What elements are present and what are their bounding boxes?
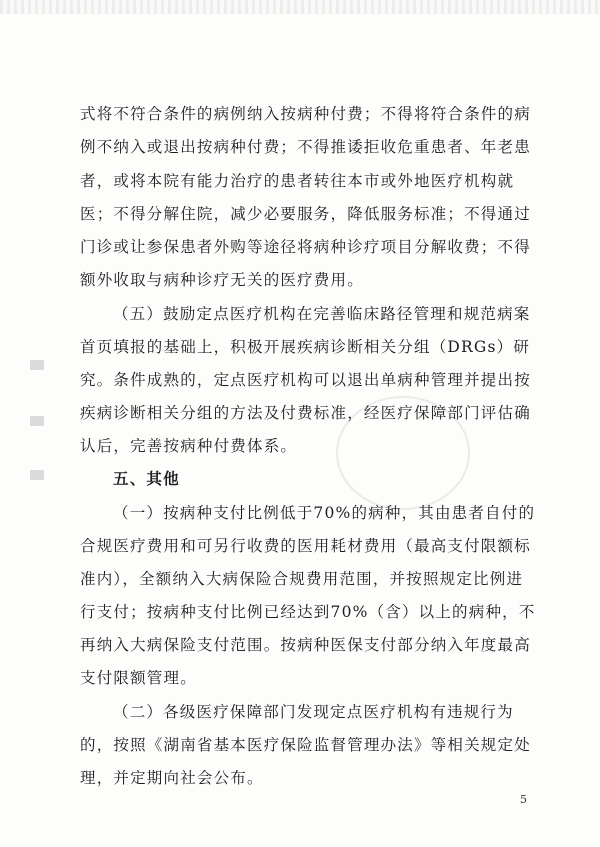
body-line-17: 再纳入大病保险支付范围。按病种医保支付部分纳入年度最高: [80, 636, 531, 654]
body-line-8: 首页填报的基础上，积极开展疾病诊断相关分组（DRGs）研: [80, 338, 531, 356]
body-line-16: 行支付；按病种支付比例已经达到70%（含）以上的病种，不: [80, 603, 536, 621]
body-line-3: 者，或将本院有能力治疗的患者转往本市或外地医疗机构就: [80, 172, 515, 190]
body-line-15: 准内），全额纳入大病保险合规费用范围，并按照规定比例进: [80, 570, 524, 588]
body-line-1: 式将不符合条件的病例纳入按病种付费；不得将符合条件的病: [80, 105, 531, 123]
body-line-4: 医；不得分解住院，减少必要服务，降低服务标准；不得通过: [80, 205, 531, 223]
body-line-11: 认后，完善按病种付费体系。: [80, 437, 298, 455]
body-line-9: 究。条件成熟的，定点医疗机构可以退出单病种管理并提出按: [80, 371, 531, 389]
body-line-2: 例不纳入或退出按病种付费；不得推诿拒收危重患者、年老患: [80, 138, 531, 156]
page-number: 5: [520, 793, 527, 806]
body-line-6: 额外收取与病种诊疗无关的医疗费用。: [80, 271, 364, 289]
body-line-18: 支付限额管理。: [80, 669, 197, 687]
margin-mark: [30, 360, 44, 370]
margin-mark: [30, 470, 44, 480]
body-line-5: 门诊或让参保患者外购等途径将病种诊疗项目分解收费；不得: [80, 238, 531, 256]
paragraph-2-start: （二）各级医疗保障部门发现定点医疗机构有违规行为: [113, 703, 514, 721]
section-heading-other: 五、其他: [113, 470, 180, 488]
paragraph-1-start: （一）按病种支付比例低于70%的病种，其由患者自付的: [113, 504, 536, 522]
body-line-21: 理，并定期向社会公布。: [80, 769, 264, 787]
body-line-10: 疾病诊断相关分组的方法及付费标准，经医疗保障部门评估确: [80, 404, 531, 422]
scan-edge: [0, 0, 600, 14]
margin-mark: [30, 416, 44, 426]
body-line-20: 的，按照《湖南省基本医疗保险监督管理办法》等相关规定处: [80, 736, 531, 754]
paragraph-5-start: （五）鼓励定点医疗机构在完善临床路径管理和规范病案: [113, 305, 531, 323]
body-line-14: 合规医疗费用和可另行收费的医用耗材费用（最高支付限额标: [80, 537, 531, 555]
